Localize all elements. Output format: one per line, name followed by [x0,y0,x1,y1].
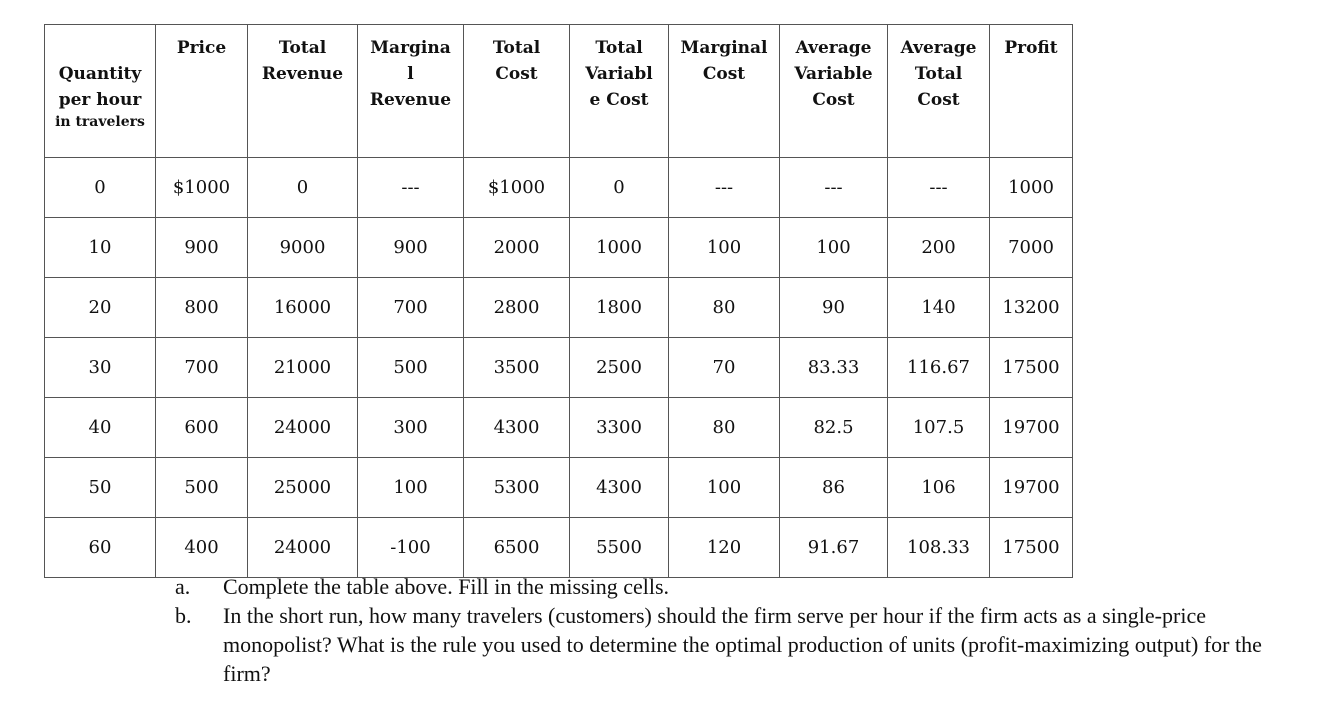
table-row [45,158,1073,218]
table-cell: 1800 [570,278,669,338]
table-cell: 9000 [248,218,358,278]
table-cell: --- [888,158,990,218]
table-cell: 0 [248,158,358,218]
table-cell: 500 [358,338,464,398]
table-cell: 107.5 [888,398,990,458]
question-list [175,572,1295,688]
table-cell: 700 [156,338,248,398]
header-average-variable-cost: Average Variable Cost [780,25,888,158]
question-b [175,601,1295,688]
table-cell: --- [780,158,888,218]
header-quantity-sub: in travelers [55,114,145,130]
table-cell: 80 [669,278,780,338]
table-row [45,518,1073,578]
header-price: Price [156,25,248,158]
header-total-variable-cost: Total Variabl e Cost [570,25,669,158]
table-cell: 13200 [990,278,1073,338]
table-cell: 100 [358,458,464,518]
table-row [45,218,1073,278]
question-letter: b. [175,603,192,628]
table-cell: 24000 [248,518,358,578]
table-cell: 0 [45,158,156,218]
table-row [45,278,1073,338]
table-cell: $1000 [156,158,248,218]
table-cell: 2000 [464,218,570,278]
table-cell: 91.67 [780,518,888,578]
question-text: In the short run, how many travelers (customers) should the firm serve per hour if the firm acts as a single-price monopolist? What is the rule you used to determine the optimal production of units (profit-maximizing output) for the firm? [223,603,1262,686]
table-cell: -100 [358,518,464,578]
header-total-cost: Total Cost [464,25,570,158]
header-quantity [45,25,156,158]
header-quantity-label: Quantity per hour [58,64,142,110]
table-cell: 400 [156,518,248,578]
header-total-revenue: Total Revenue [248,25,358,158]
table-cell: 200 [888,218,990,278]
table-cell: 82.5 [780,398,888,458]
table-cell: 2500 [570,338,669,398]
table-cell: 1000 [990,158,1073,218]
table-cell: 116.67 [888,338,990,398]
table-cell: 4300 [570,458,669,518]
table-header-row [45,25,1073,158]
table-cell: 90 [780,278,888,338]
cost-revenue-table [44,24,1073,578]
header-marginal-cost: Marginal Cost [669,25,780,158]
table-cell: 70 [669,338,780,398]
table-cell: 40 [45,398,156,458]
table-cell: 0 [570,158,669,218]
question-text: Complete the table above. Fill in the missing cells. [223,574,670,599]
table-cell: 140 [888,278,990,338]
table-cell: 500 [156,458,248,518]
header-average-total-cost: Average Total Cost [888,25,990,158]
table-cell: 19700 [990,398,1073,458]
table-cell: 900 [358,218,464,278]
table-cell: 108.33 [888,518,990,578]
table-cell: 900 [156,218,248,278]
table-cell: 30 [45,338,156,398]
table-cell: 17500 [990,338,1073,398]
table-cell: $1000 [464,158,570,218]
table-cell: 4300 [464,398,570,458]
table-cell: 6500 [464,518,570,578]
table-cell: 800 [156,278,248,338]
table-cell: 24000 [248,398,358,458]
table-cell: 50 [45,458,156,518]
table-row [45,338,1073,398]
table-cell: 83.33 [780,338,888,398]
table-cell: 100 [780,218,888,278]
table-cell: 600 [156,398,248,458]
table-cell: 2800 [464,278,570,338]
table-cell: 20 [45,278,156,338]
question-a [175,572,1295,601]
table-cell: 106 [888,458,990,518]
table-cell: 16000 [248,278,358,338]
table-cell: 60 [45,518,156,578]
table-cell: 300 [358,398,464,458]
table-cell: 3300 [570,398,669,458]
table-cell: 7000 [990,218,1073,278]
table-cell: 1000 [570,218,669,278]
table-cell: 120 [669,518,780,578]
table-cell: 100 [669,218,780,278]
table-cell: 19700 [990,458,1073,518]
table-row [45,398,1073,458]
table-cell: 21000 [248,338,358,398]
table-cell: --- [669,158,780,218]
table-cell: 10 [45,218,156,278]
table-cell: 5500 [570,518,669,578]
header-profit: Profit [990,25,1073,158]
header-marginal-revenue: Margina l Revenue [358,25,464,158]
table-cell: 25000 [248,458,358,518]
table-cell: 3500 [464,338,570,398]
table-cell: 17500 [990,518,1073,578]
question-letter: a. [175,574,191,599]
table-cell: --- [358,158,464,218]
table-cell: 80 [669,398,780,458]
table-cell: 86 [780,458,888,518]
table-cell: 100 [669,458,780,518]
table-row [45,458,1073,518]
table-cell: 700 [358,278,464,338]
table-cell: 5300 [464,458,570,518]
